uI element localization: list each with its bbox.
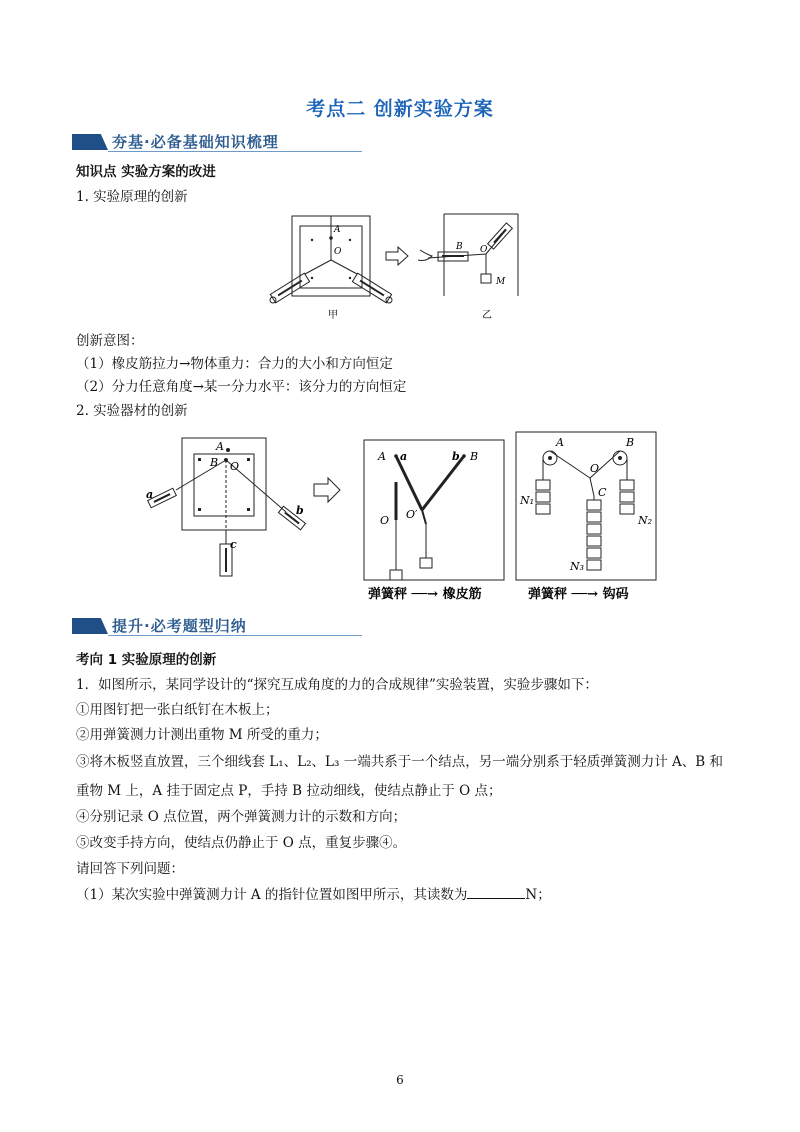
step-2: ②用弹簧测力计测出重物 M 所受的重力； (76, 727, 328, 743)
knowledge-heading: 知识点 实验方案的改进 (76, 164, 216, 180)
fig1-label-M: M (496, 277, 506, 287)
step-1: ①用图钉把一张白纸钉在木板上； (76, 702, 279, 718)
sub-question-1-text: （1）某次实验中弹簧测力计 A 的指针位置如图甲所示，其读数为 (76, 887, 468, 903)
fig2-label-a: a (146, 488, 154, 501)
step-5: ⑤改变手持方向，使结点仍静止于 O 点，重复步骤④。 (76, 835, 407, 851)
fig2-label-O: O (230, 460, 240, 473)
fig2-right-B: B (626, 436, 635, 449)
fig2-mid-Oprime: O′ (406, 508, 418, 521)
fig2-label-N2: N₂ (638, 514, 653, 527)
sub-question-1-unit: N； (525, 887, 551, 903)
fig2-label-b: b (296, 504, 304, 517)
intent-title: 创新意图： (76, 333, 144, 349)
step-4: ④分别记录 O 点位置，两个弹簧测力计的示数和方向； (76, 809, 407, 825)
intent-1: （1）橡皮筋拉力→物体重力：合力的大小和方向恒定 (76, 356, 393, 372)
intent-2: （2）分力任意角度→某一分力水平：该分力的方向恒定 (76, 379, 407, 395)
step-3-line-2: 重物 M 上，A 挂于固定点 P，手持 B 拉动细线，使结点静止于 O 点； (76, 783, 502, 799)
answer-blank[interactable] (467, 886, 525, 899)
direction-heading: 考向 1 实验原理的创新 (76, 652, 217, 668)
fig2-right-C: C (598, 486, 607, 499)
fig2-label-A: A (216, 440, 224, 453)
question-1: 1．如图所示，某同学设计的“探究互成角度的力的合成规律”实验装置，实验步骤如下： (76, 677, 598, 693)
fig2-mid-a: a (400, 450, 408, 463)
fig1-caption-left: 甲 (328, 310, 338, 320)
item-equipment: 2. 实验器材的创新 (76, 403, 188, 419)
fig1-caption-right: 乙 (482, 310, 492, 320)
fig2-caption-right: 弹簧秤 ──→ 钩码 (528, 587, 629, 602)
page-title: 考点二 创新实验方案 (306, 98, 494, 120)
banner-label: 提升·必考题型归纳 (112, 617, 247, 635)
figure-principle-innovation (260, 208, 520, 320)
fig2-label-B: B (210, 456, 219, 469)
fig2-mid-B: B (470, 450, 479, 463)
fig2-mid-A: A (378, 450, 386, 463)
page-number: 6 (396, 1073, 404, 1087)
section-banner-advanced (72, 614, 362, 638)
fig2-label-N1: N₁ (520, 494, 535, 507)
fig1-label-A: A (334, 225, 341, 235)
item-principle: 1. 实验原理的创新 (76, 189, 188, 205)
banner-label: 夯基·必备基础知识梳理 (112, 133, 279, 151)
banner-flag-icon (72, 134, 108, 150)
fig2-label-N3: N₃ (570, 560, 585, 573)
fig1-label-O: O (334, 247, 342, 257)
fig2-right-O: O (590, 462, 600, 475)
fig1-label-B: B (456, 242, 463, 252)
fig1-label-O2: O (480, 245, 488, 255)
figure-equipment-innovation (138, 428, 662, 606)
fig2-caption-mid: 弹簧秤 ──→ 橡皮筋 (368, 587, 482, 602)
step-3-line-1: ③将木板竖直放置，三个细线套 L₁、L₂、L₃ 一端共系于一个结点，另一端分别系于轻质弹簧测力计 A、B 和 (76, 754, 723, 770)
fig2-right-A: A (556, 436, 564, 449)
banner-flag-icon (72, 618, 108, 634)
answer-prompt: 请回答下列问题： (76, 861, 184, 877)
fig2-mid-O: O (380, 514, 390, 527)
sub-question-1 (76, 886, 551, 904)
fig2-label-c: c (230, 538, 237, 551)
fig2-mid-b: b (452, 450, 460, 463)
section-banner-basics (72, 130, 362, 154)
